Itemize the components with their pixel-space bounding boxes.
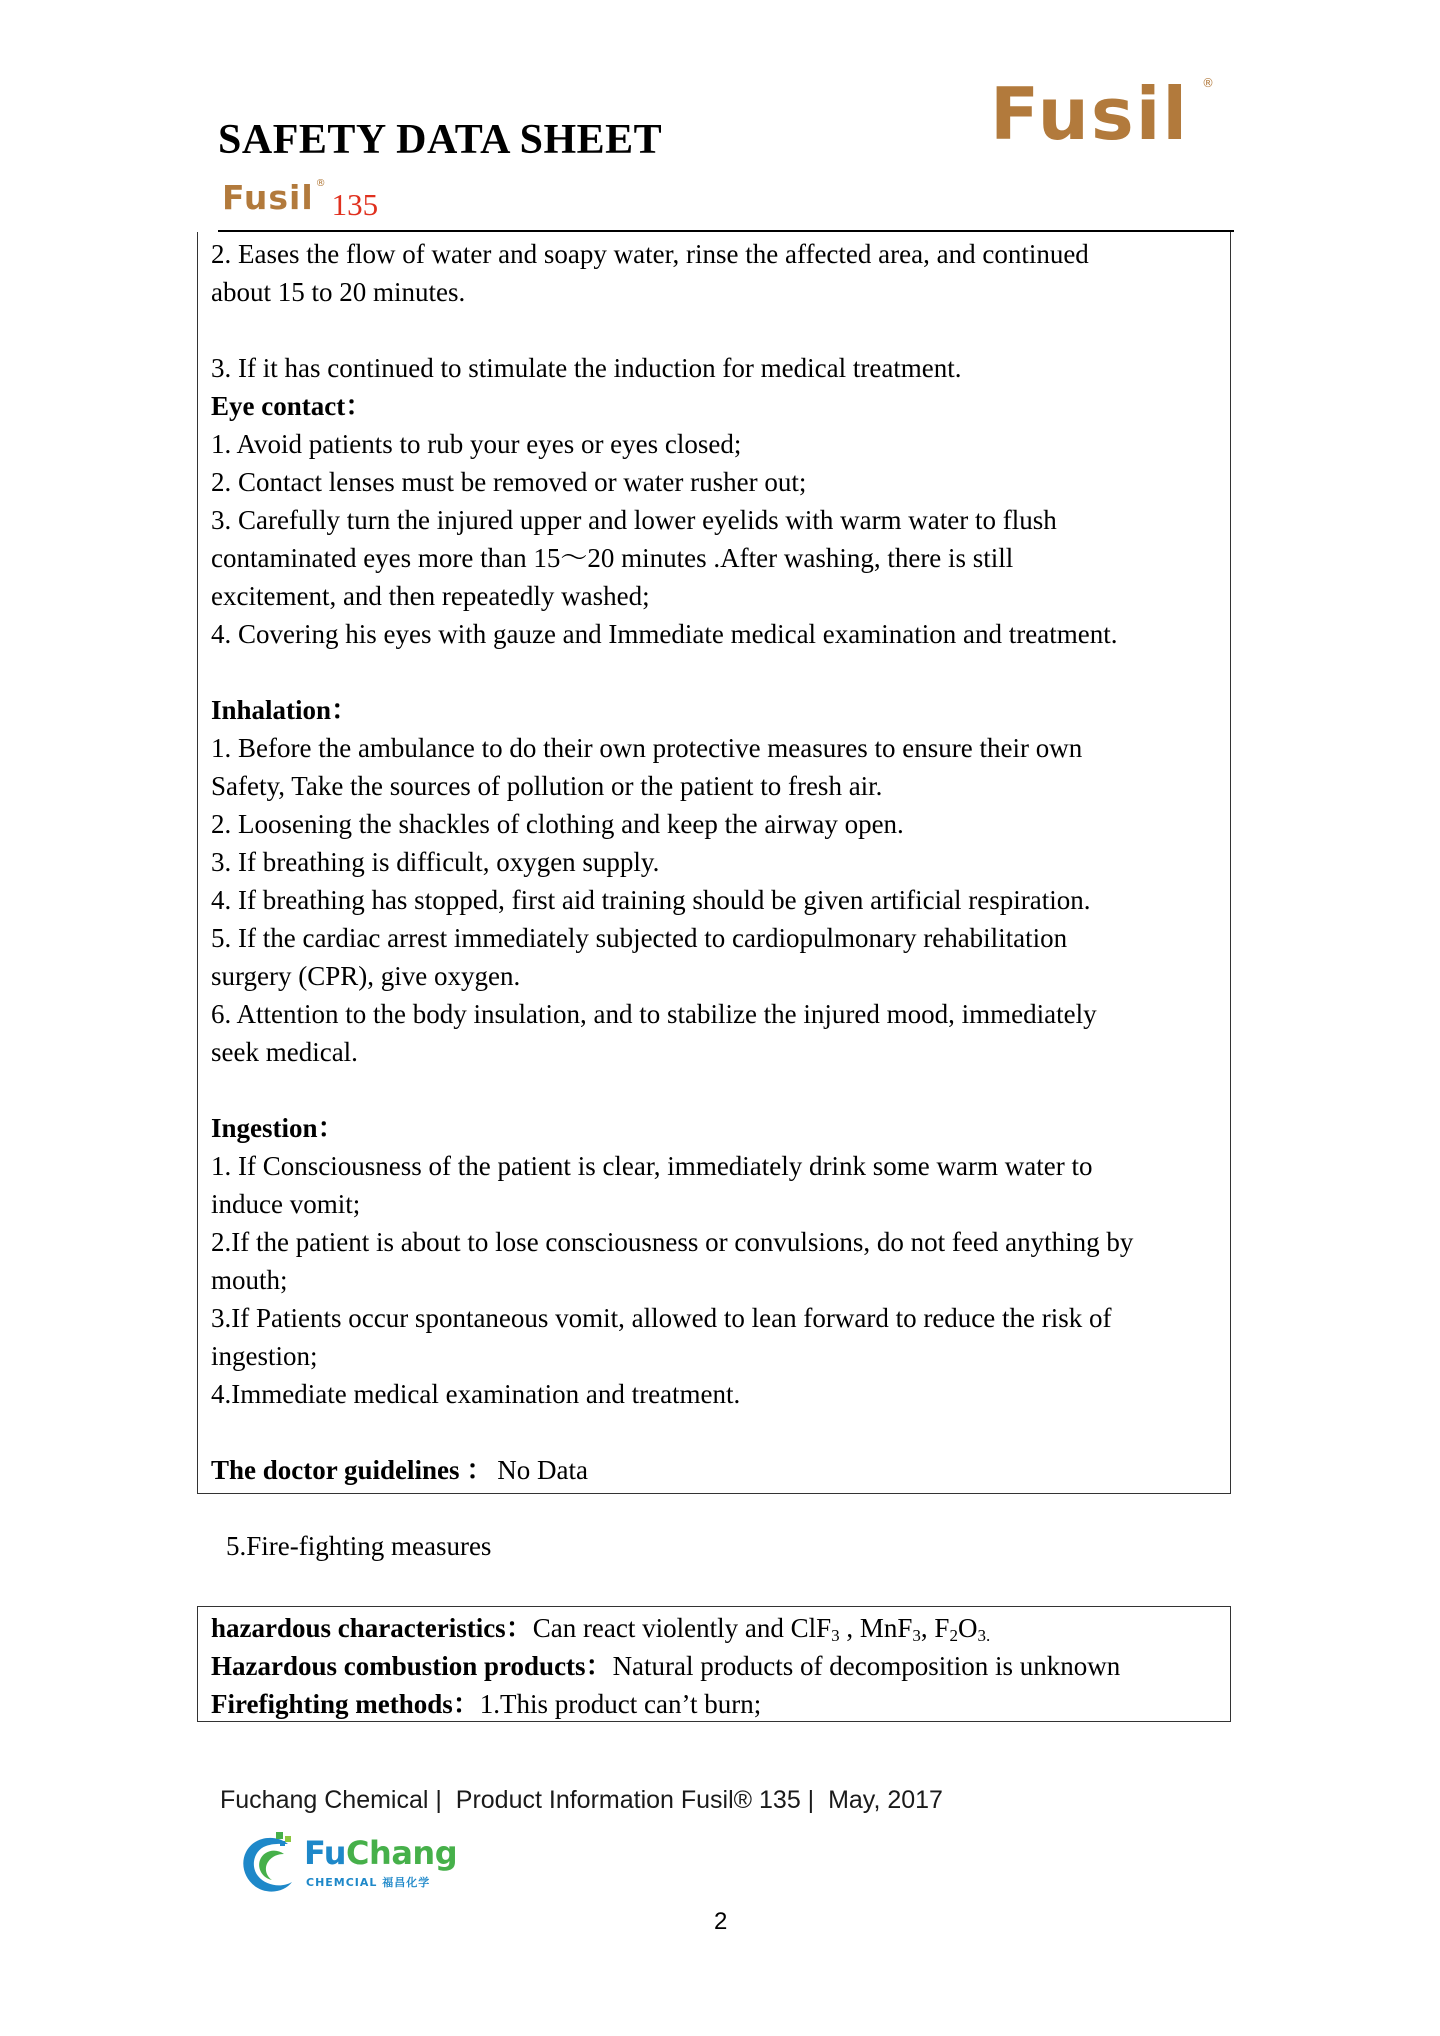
hazard-value: Can react violently and ClF$_3$ , MnF$_3$, $F_2O_{3.}$ <box>532 1613 991 1645</box>
firefighting-label: Firefighting methods： <box>211 1689 480 1719</box>
text-line: about 15 to 20 minutes. <box>211 277 466 307</box>
combustion-line <box>211 1647 1216 1685</box>
text-line: excitement, and then repeatedly washed; <box>211 581 650 611</box>
doctor-guidelines-value: No Data <box>497 1455 588 1485</box>
footer-info: Fuchang Chemical | Product Information Fusil® 135 | May, 2017 <box>220 1786 943 1814</box>
product-number: 135 <box>331 187 379 222</box>
blank-line <box>211 653 1216 691</box>
product-logo-text: Fusil <box>222 178 314 217</box>
text-line: 2. Loosening the shackles of clothing and keep the airway open. <box>211 809 904 839</box>
fuchang-logo <box>236 1830 456 1896</box>
text-line: 1. Avoid patients to rub your eyes or eyes closed; <box>211 429 742 459</box>
fire-fighting-box <box>197 1606 1231 1722</box>
blank-line <box>211 1413 1216 1451</box>
text-line: surgery (CPR), give oxygen. <box>211 961 521 991</box>
registered-mark: ® <box>1202 76 1214 90</box>
text-line: 3. If it has continued to stimulate the induction for medical treatment. <box>211 353 962 383</box>
text-line: 3.If Patients occur spontaneous vomit, allowed to lean forward to reduce the risk of <box>211 1303 1112 1333</box>
subsection-heading: Ingestion： <box>211 1113 345 1143</box>
text-line: 2.If the patient is about to lose consciousness or convulsions, do not feed anything by <box>211 1227 1134 1257</box>
text-line: mouth; <box>211 1265 288 1295</box>
text-line: 4. If breathing has stopped, first aid training should be given artificial respiration. <box>211 885 1091 915</box>
text-line: 1. Before the ambulance to do their own protective measures to ensure their own <box>211 733 1083 763</box>
fuchang-tagline: CHEMCIAL 福昌化学 <box>306 1876 431 1889</box>
text-line: 2. Eases the flow of water and soapy water, rinse the affected area, and continued <box>211 239 1089 269</box>
combustion-label: Hazardous combustion products： <box>211 1651 613 1681</box>
subsection-heading: Eye contact： <box>211 391 373 421</box>
fire-fighting-text <box>211 1609 1216 1723</box>
text-line: contaminated eyes more than 15～20 minutes .After washing, there is still <box>211 543 1014 573</box>
section-5-title: 5.Fire-fighting measures <box>226 1531 492 1561</box>
text-line: 5. If the cardiac arrest immediately subjected to cardiopulmonary rehabilitation <box>211 923 1068 953</box>
first-aid-box <box>197 232 1231 1494</box>
firefighting-line <box>211 1685 1216 1723</box>
fuchang-name: FuChang <box>304 1834 458 1872</box>
hazard-line <box>211 1609 1216 1647</box>
text-line: 6. Attention to the body insulation, and to stabilize the injured mood, immediately <box>211 999 1097 1029</box>
hazard-label: hazardous characteristics： <box>211 1613 533 1643</box>
doctor-guidelines-line <box>211 1451 1216 1489</box>
fuchang-emblem-icon <box>236 1830 302 1894</box>
subsection-heading: Inhalation： <box>211 695 359 725</box>
text-line: seek medical. <box>211 1037 358 1067</box>
text-line: 4.Immediate medical examination and treatment. <box>211 1379 741 1409</box>
blank-line <box>211 311 1216 349</box>
text-line: induce vomit; <box>211 1189 361 1219</box>
text-line: 1. If Consciousness of the patient is clear, immediately drink some warm water to <box>211 1151 1093 1181</box>
combustion-value: Natural products of decomposition is unknown <box>612 1651 1121 1681</box>
product-registered-mark: ® <box>315 178 326 189</box>
fusil-logo-text: Fusil <box>990 72 1190 156</box>
doctor-guidelines-label: The doctor guidelines ： <box>211 1455 494 1485</box>
text-line: ingestion; <box>211 1341 318 1371</box>
text-line: 4. Covering his eyes with gauze and Immediate medical examination and treatment. <box>211 619 1118 649</box>
first-aid-text <box>211 235 1216 1489</box>
product-logo <box>222 178 378 228</box>
text-line: 3. If breathing is difficult, oxygen supply. <box>211 847 660 877</box>
text-line: Safety, Take the sources of pollution or the patient to fresh air. <box>211 771 883 801</box>
blank-line <box>211 1071 1216 1109</box>
firefighting-value: 1.This product can’t burn; <box>479 1689 762 1719</box>
text-line: 3. Carefully turn the injured upper and lower eyelids with warm water to flush <box>211 505 1057 535</box>
fusil-logo <box>990 64 1220 164</box>
text-line: 2. Contact lenses must be removed or water rusher out; <box>211 467 807 497</box>
document-title: SAFETY DATA SHEET <box>218 117 663 163</box>
page-number: 2 <box>714 1908 728 1935</box>
